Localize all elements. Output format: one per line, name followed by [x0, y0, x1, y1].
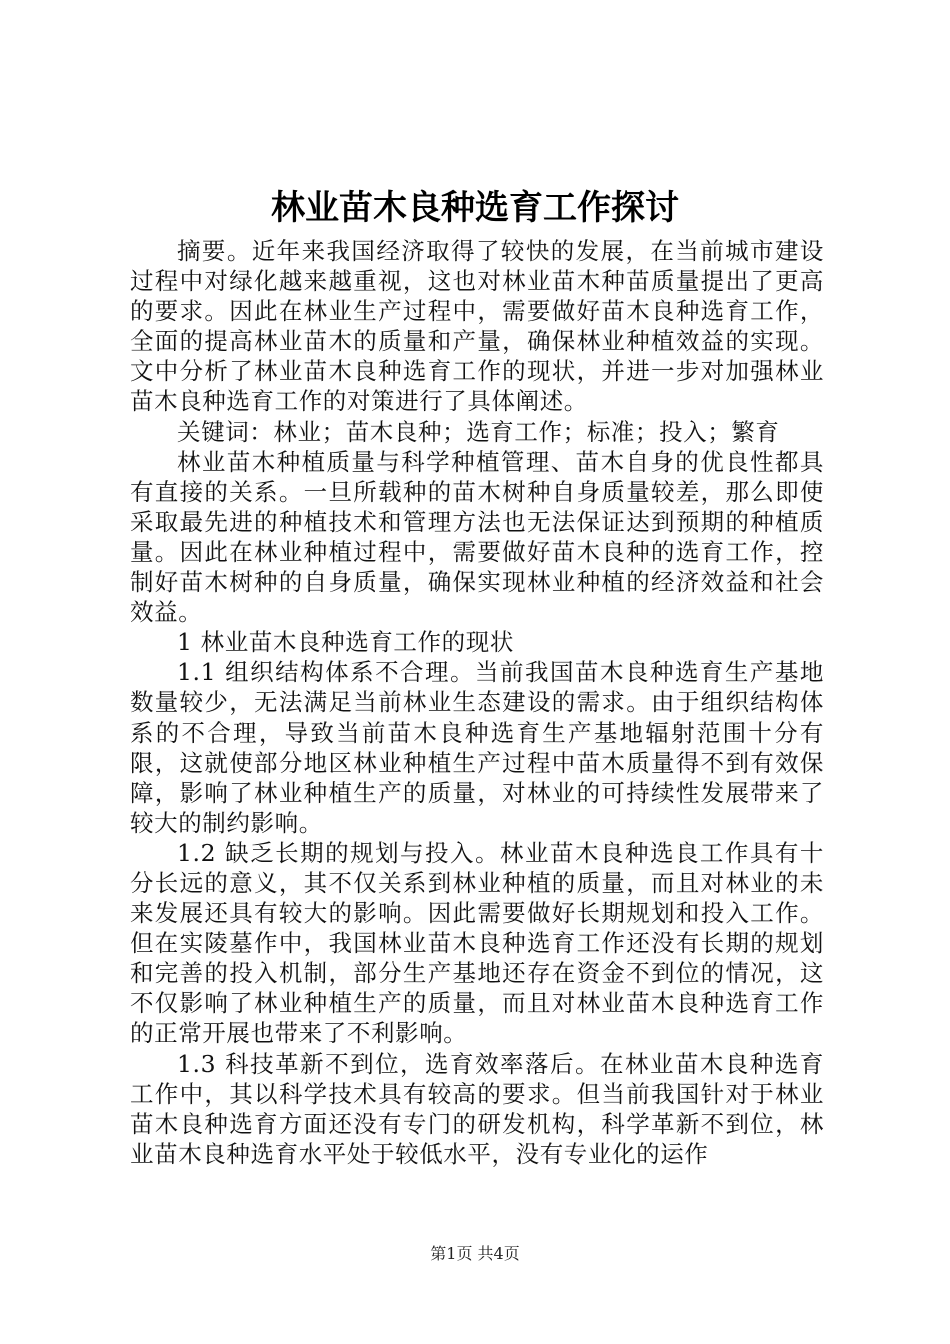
subsection-paragraph: 1.2 缺乏长期的规划与投入。林业苗木良种选良工作具有十分长远的意义，其不仅关系到林业种植的质量，而且对林业的未来发展还具有较大的影响。因此需要做好长期规划和投入工作。但在实陵墓作中，我国林业苗木良种选育工作还没有长期的规划和完善的投入机制，部分生产基地还存在资金不到位的情况，这不仅影响了林业种植生产的质量，而且对林业苗木良种选育工作的正常开展也带来了不利影响。: [130, 838, 824, 1048]
subsection-paragraph: 1.3 科技革新不到位，选育效率落后。在林业苗木良种选育工作中，其以科学技术具有较高的要求。但当前我国针对于林业苗木良种选育方面还没有专门的研发机构，科学革新不到位，林业苗木良种选育水平处于较低水平，没有专业化的运作: [130, 1049, 824, 1168]
document-body: [130, 236, 824, 1169]
keywords-paragraph: 关键词：林业；苗木良种；选育工作；标准；投入；繁育: [177, 417, 780, 446]
intro-paragraph: 林业苗木种植质量与科学种植管理、苗木自身的优良性都具有直接的关系。一旦所载种的苗木树种自身质量较差，那么即使采取最先进的种植技术和管理方法也无法保证达到预期的种植质量。因此在林业种植过程中，需要做好苗木良种的选育工作，控制好苗木树种的自身质量，确保实现林业种植的经济效益和社会效益。: [130, 447, 824, 627]
abstract-paragraph: 摘要。近年来我国经济取得了较快的发展，在当前城市建设过程中对绿化越来越重视，这也对林业苗木种苗质量提出了更高的要求。因此在林业生产过程中，需要做好苗木良种选育工作，全面的提高林业苗木的质量和产量，确保林业种植效益的实现。文中分析了林业苗木良种选育工作的现状，并进一步对加强林业苗木良种选育工作的对策进行了具体阐述。: [130, 237, 824, 416]
subsection-paragraph: 1.1 组织结构体系不合理。当前我国苗木良种选育生产基地数量较少，无法满足当前林业生态建设的需求。由于组织结构体系的不合理，导致当前苗木良种选育生产基地辐射范围十分有限，这就使部分地区林业种植生产过程中苗木质量得不到有效保障，影响了林业种植生产的质量，对林业的可持续性发展带来了较大的制约影响。: [130, 658, 824, 837]
section-heading: 1 林业苗木良种选育工作的现状: [177, 628, 514, 657]
document-title: 林业苗木良种选育工作探讨: [271, 188, 679, 228]
page-footer: 第1页 共4页: [430, 1244, 520, 1263]
